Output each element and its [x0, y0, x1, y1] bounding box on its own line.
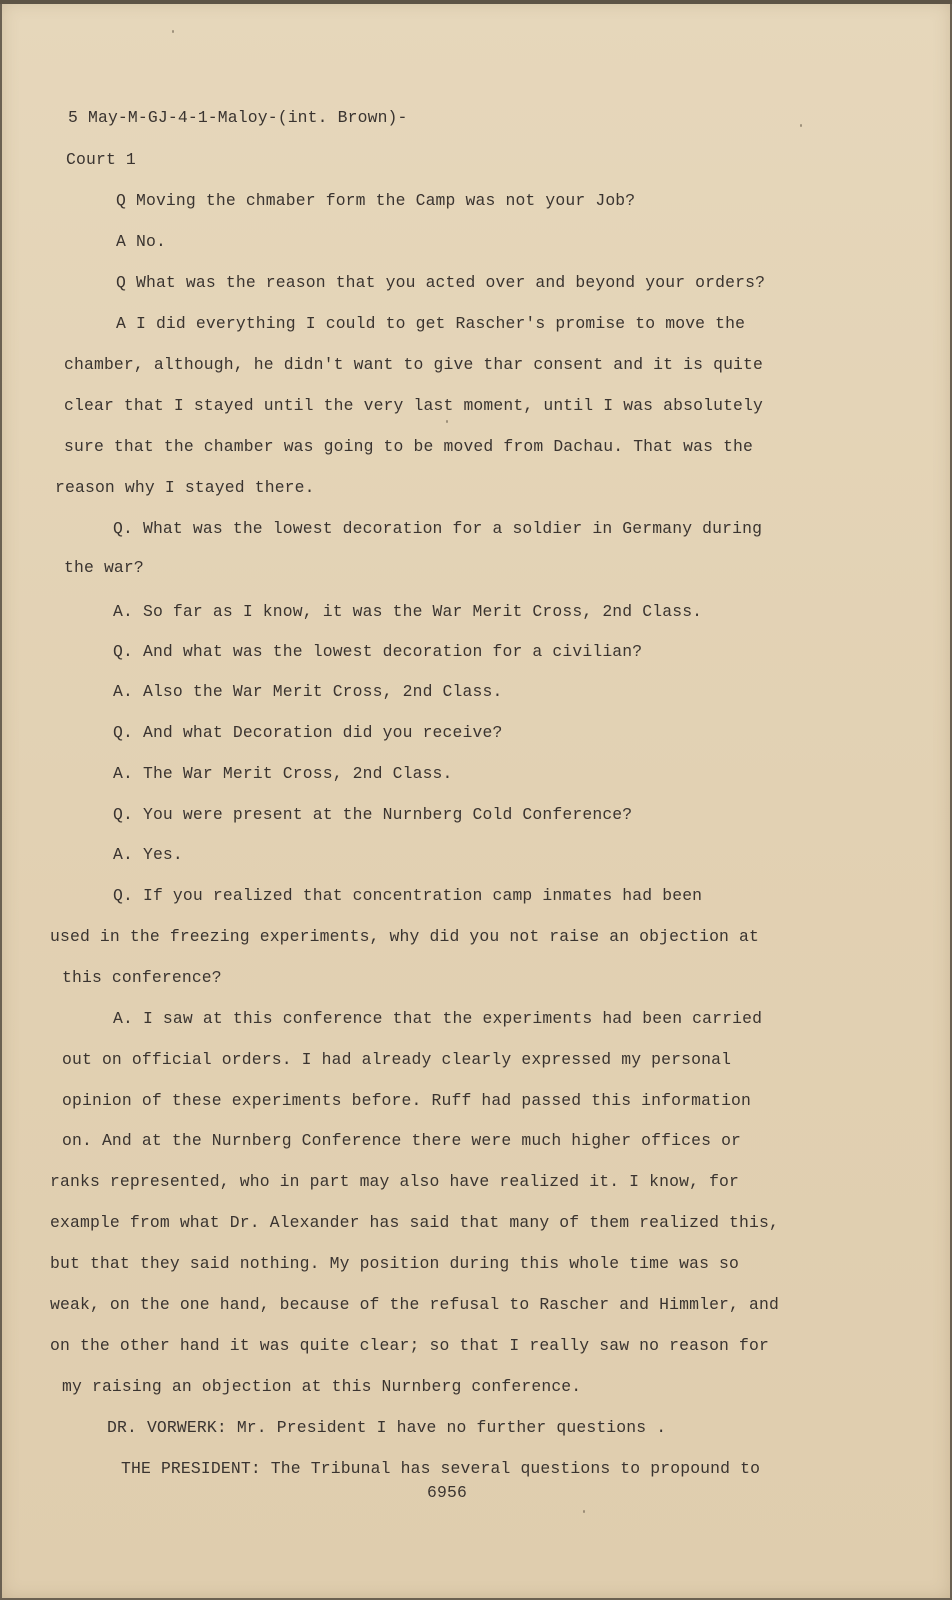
transcript-line: Q Moving the chmaber form the Camp was not your Job? [116, 191, 636, 210]
transcript-line: A. I saw at this conference that the experiments had been carried [113, 1009, 763, 1028]
transcript-line: out on official orders. I had already clearly expressed my personal [62, 1050, 732, 1069]
transcript-line: example from what Dr. Alexander has said that many of them realized this, [50, 1213, 779, 1232]
transcript-line: on. And at the Nurnberg Conference there were much higher offices or [62, 1131, 742, 1150]
transcript-line: this conference? [62, 968, 222, 987]
transcript-line: Q. And what was the lowest decoration for a civilian? [113, 642, 643, 661]
transcript-line: my raising an objection at this Nurnberg conference. [62, 1377, 582, 1396]
transcript-line: reason why I stayed there. [55, 478, 315, 497]
paper-speck [446, 420, 448, 423]
paper-speck [172, 30, 174, 33]
transcript-line: ranks represented, who in part may also have realized it. I know, for [50, 1172, 740, 1191]
transcript-line: A No. [116, 232, 166, 251]
paper-speck [800, 124, 802, 127]
page-header: 5 May-M-GJ-4-1-Maloy-(int. Brown)- [68, 108, 408, 127]
transcript-line: A. Also the War Merit Cross, 2nd Class. [113, 682, 503, 701]
transcript-line: A I did everything I could to get Rascher's promise to move the [116, 314, 746, 333]
transcript-line: used in the freezing experiments, why did you not raise an objection at [50, 927, 760, 946]
transcript-line: A. Yes. [113, 845, 183, 864]
transcript-line: Q. If you realized that concentration camp inmates had been [113, 886, 703, 905]
transcript-line: clear that I stayed until the very last moment, until I was absolutely [64, 396, 764, 415]
transcript-line: the war? [64, 558, 144, 577]
transcript-line: Q. What was the lowest decoration for a soldier in Germany during [113, 519, 763, 538]
transcript-line: chamber, although, he didn't want to give thar consent and it is quite [64, 355, 764, 374]
transcript-line: Q What was the reason that you acted over and beyond your orders? [116, 273, 766, 292]
transcript-line: opinion of these experiments before. Ruff had passed this information [62, 1091, 752, 1110]
page-number: 6956 [427, 1483, 467, 1502]
page-top-edge [0, 0, 952, 4]
transcript-line: A. The War Merit Cross, 2nd Class. [113, 764, 453, 783]
transcript-line: sure that the chamber was going to be moved from Dachau. That was the [64, 437, 754, 456]
transcript-line: THE PRESIDENT: The Tribunal has several questions to propound to [121, 1459, 761, 1478]
transcript-line: Q. And what Decoration did you receive? [113, 723, 503, 742]
transcript-line: but that they said nothing. My position during this whole time was so [50, 1254, 740, 1273]
paper-speck [583, 1510, 585, 1513]
transcript-line: DR. VORWERK: Mr. President I have no further questions . [107, 1418, 667, 1437]
court-label: Court 1 [66, 150, 136, 169]
transcript-line: on the other hand it was quite clear; so that I really saw no reason for [50, 1336, 769, 1355]
transcript-line: weak, on the one hand, because of the refusal to Rascher and Himmler, and [50, 1295, 779, 1314]
transcript-line: A. So far as I know, it was the War Merit Cross, 2nd Class. [113, 602, 703, 621]
transcript-line: Q. You were present at the Nurnberg Cold Conference? [113, 805, 633, 824]
